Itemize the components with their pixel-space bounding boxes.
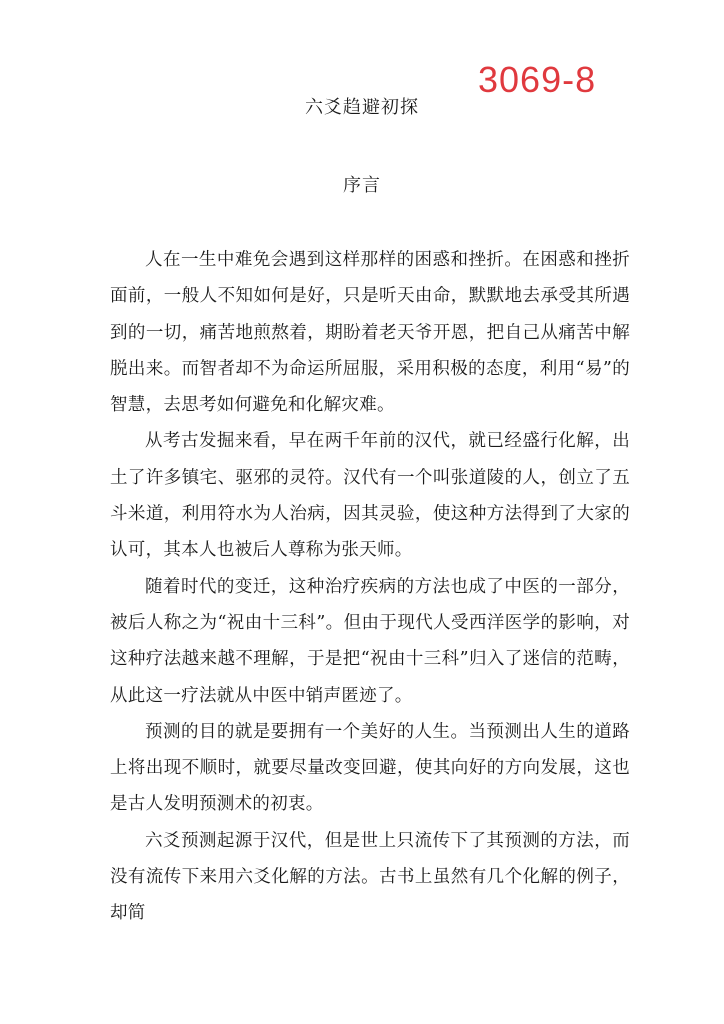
paragraph: 六爻预测起源于汉代，但是世上只流传下了其预测的方法，而没有流传下来用六爻化解的方法。古书上虽然有几个化解的例子，却简 [110, 830, 630, 924]
document-number-stamp: 3069-8 [478, 59, 597, 100]
section-title: 序言 [343, 175, 381, 196]
body-text [110, 242, 630, 932]
paragraph: 随着时代的变迁，这种治疗疾病的方法也成了中医的一部分，被后人称之为“祝由十三科”。但由于现代人受西洋医学的影响，对这种疗法越来越不理解，于是把“祝由十三科”归入了迷信的范畴，从此这一疗法就从中医中销声匿迹了。 [110, 576, 630, 706]
document-title: 六爻趋避初探 [305, 97, 419, 118]
paragraph: 预测的目的就是要拥有一个美好的人生。当预测出人生的道路上将出现不顺时，就要尽量改变回避，使其向好的方向发展，这也是古人发明预测术的初衷。 [110, 721, 630, 815]
paragraph: 人在一生中难免会遇到这样那样的困惑和挫折。在困惑和挫折面前，一般人不知如何是好，只是听天由命，默默地去承受其所遇到的一切，痛苦地煎熬着，期盼着老天爷开恩，把自己从痛苦中解脱出来。而智者却不为命运所屈服，采用积极的态度，利用“易”的智慧，去思考如何避免和化解灾难。 [110, 250, 630, 416]
paragraph: 从考古发掘来看，早在两千年前的汉代，就已经盛行化解，出土了许多镇宅、驱邪的灵符。汉代有一个叫张道陵的人，创立了五斗米道，利用符水为人治病，因其灵验，使这种方法得到了大家的认可，其本人也被后人尊称为张天师。 [110, 431, 630, 561]
